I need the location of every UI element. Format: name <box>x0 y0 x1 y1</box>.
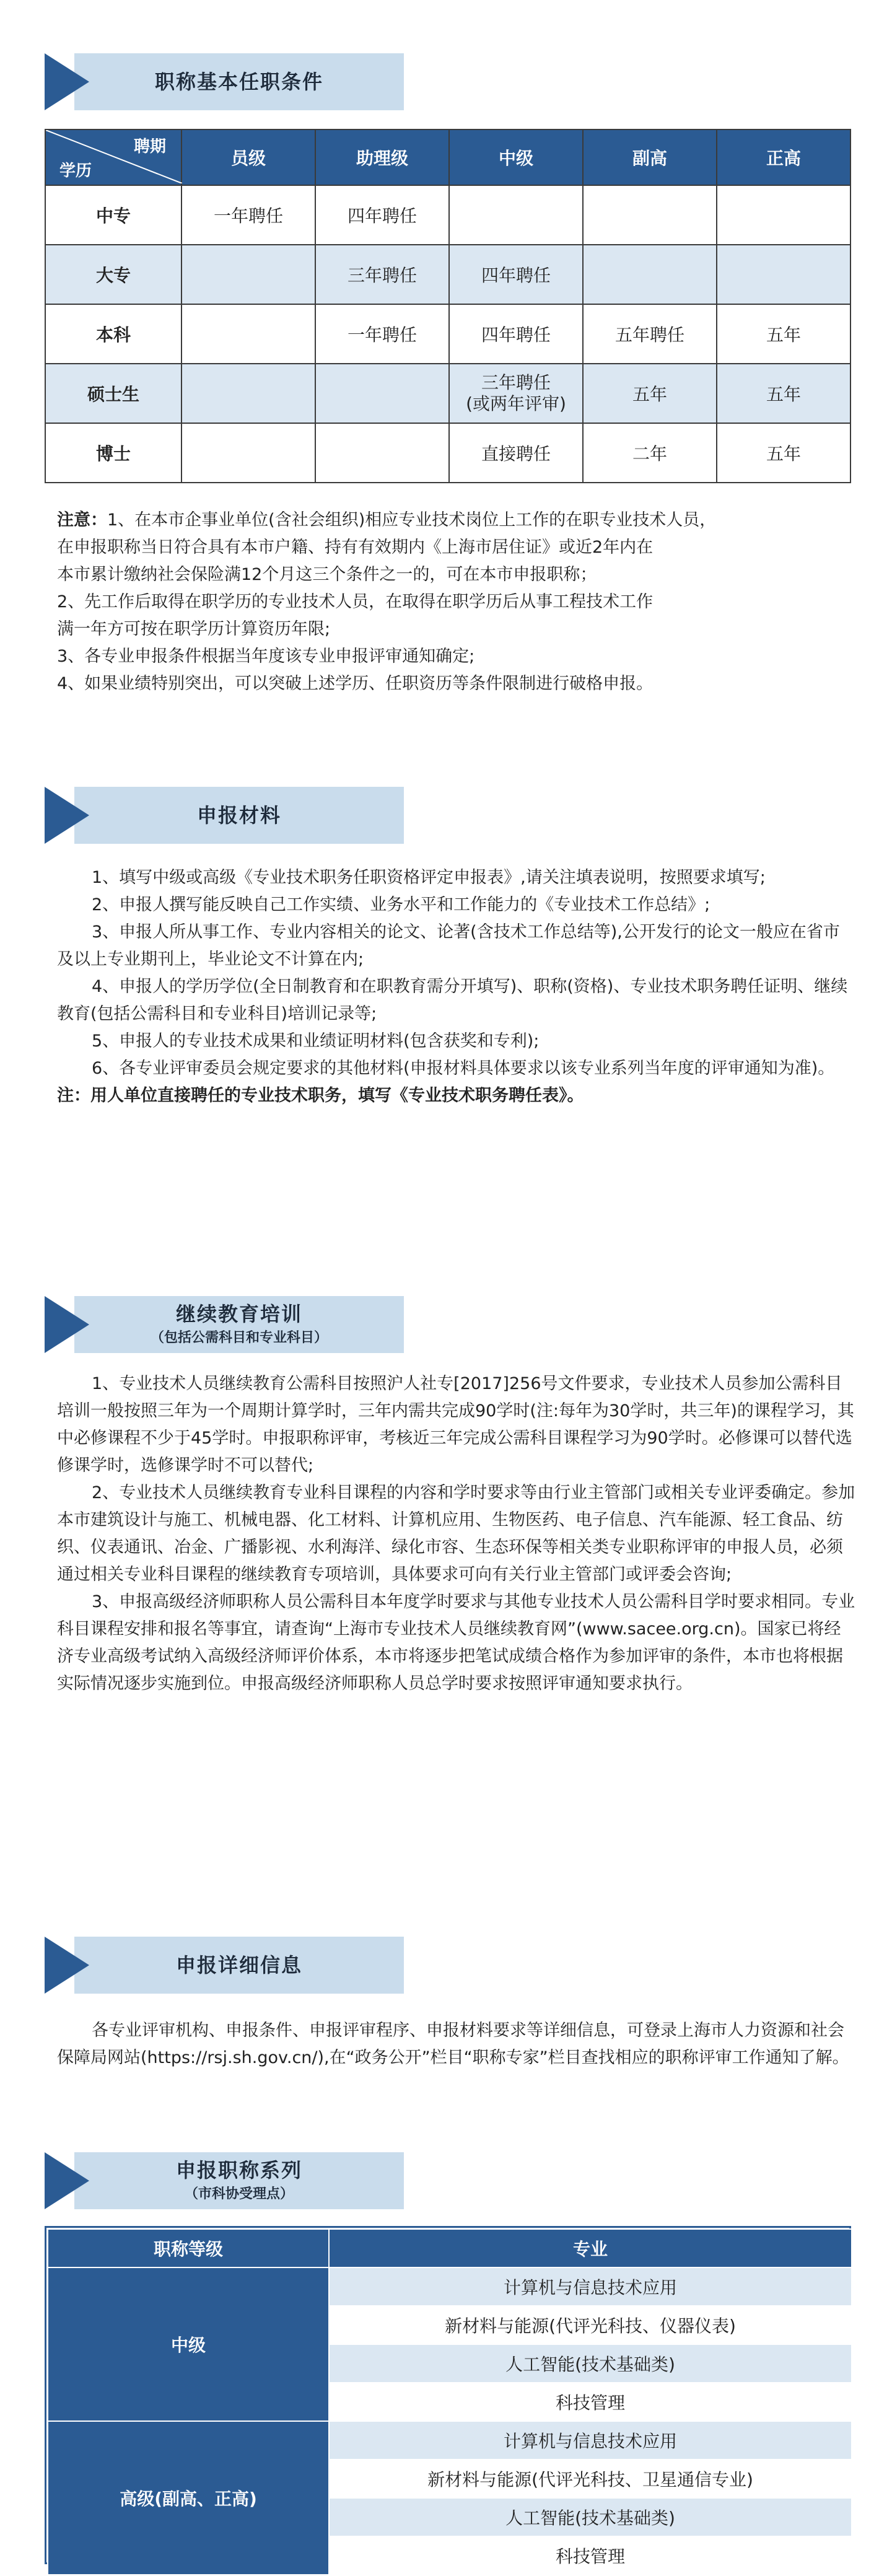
table-cell: 二年 <box>583 423 717 483</box>
column-header: 中级 <box>449 129 583 185</box>
section-subtitle: （包括公需科目和专业科目） <box>150 1330 328 1346</box>
section-header-training <box>45 1296 404 1353</box>
table-cell: 五年 <box>583 364 717 423</box>
table-header-row <box>45 129 850 185</box>
row-header: 硕士生 <box>45 364 181 423</box>
column-header: 员级 <box>181 129 315 185</box>
specialty-cell: 人工智能(技术基础类) <box>329 2498 852 2536</box>
specialty-cell: 人工智能(技术基础类) <box>329 2344 852 2383</box>
row-header: 中专 <box>45 185 181 245</box>
table-cell <box>315 364 449 423</box>
table-row <box>45 304 850 364</box>
section-header-conditions <box>45 53 404 110</box>
table-row <box>48 2421 852 2460</box>
conditions-table <box>45 129 851 483</box>
table-cell <box>181 245 315 304</box>
corner-bottom-label: 学历 <box>59 162 92 180</box>
material-item: 1、填写中级或高级《专业技术职务任职资格评定申报表》,请关注填表说明，按照要求填写; <box>92 868 766 887</box>
table-row <box>45 245 850 304</box>
material-item: 6、各专业评审委员会规定要求的其他材料(申报材料具体要求以该专业系列当年度的评审通知为准)。 <box>92 1059 835 1078</box>
table-cell <box>717 185 850 245</box>
table-cell <box>181 304 315 364</box>
table-cell: 五年 <box>717 364 850 423</box>
row-header: 本科 <box>45 304 181 364</box>
materials-note: 注：用人单位直接聘任的专业技术职务，填写《专业技术职务聘任表》。 <box>57 1086 584 1105</box>
table-cell: 直接聘任 <box>449 423 583 483</box>
note-line: 4、如果业绩特别突出，可以突破上述学历、任职资历等条件限制进行破格申报。 <box>57 674 654 693</box>
section-header-materials <box>45 787 404 844</box>
training-item: 2、专业技术人员继续教育专业科目课程的内容和学时要求等由行业主管部门或相关专业评委确定。参加本市建筑设计与施工、机械电器、化工材料、计算机应用、生物医药、电子信息、汽车能源、轻工食品、纺织、仪表通讯、冶金、广播影视、水利海洋、绿化市容、生态环保等相关类专业职称评审的申报人员，必须通过相关专业科目课程的继续教育专项培训，具体要求可向有关行业主管部门或评委会咨询; <box>57 1483 855 1584</box>
table-cell: 三年聘任 <box>315 245 449 304</box>
row-header: 大专 <box>45 245 181 304</box>
level-cell: 中级 <box>48 2267 329 2421</box>
column-header: 助理级 <box>315 129 449 185</box>
note-line: 满一年方可按在职学历计算资历年限; <box>57 620 331 639</box>
material-item: 4、申报人的学历学位(全日制教育和在职教育需分开填写)、职称(资格)、专业技术职务聘任证明、继续教育(包括公需科目和专业科目)培训记录等; <box>57 977 848 1023</box>
table-cell: 四年聘任 <box>315 185 449 245</box>
section-title: 申报材料 <box>196 804 281 827</box>
details-text: 各专业评审机构、申报条件、申报评审程序、申报材料要求等详细信息，可登录上海市人力资源和社会保障局网站(https://rsj.sh.gov.cn/),在“政务公开”栏目“职称专家”栏目查找相应的职称评审工作通知了解。 <box>57 2021 849 2067</box>
column-header: 副高 <box>583 129 717 185</box>
note-line: 3、各专业申报条件根据当年度该专业申报评审通知确定; <box>57 647 475 666</box>
section-header-series <box>45 2152 404 2209</box>
materials-block <box>57 864 856 1110</box>
table-cell: 五年 <box>717 423 850 483</box>
table-cell <box>449 185 583 245</box>
material-item: 2、申报人撰写能反映自己工作实绩、业务水平和工作能力的《专业技术工作总结》; <box>92 895 711 914</box>
table-row <box>45 423 850 483</box>
table-cell <box>181 364 315 423</box>
notes-block <box>57 507 856 698</box>
column-header: 职称等级 <box>48 2229 329 2267</box>
table-cell: 五年聘任 <box>583 304 717 364</box>
training-item: 1、专业技术人员继续教育公需科目按照沪人社专[2017]256号文件要求，专业技术人员参加公需科目培训一般按照三年为一个周期计算学时，三年内需共完成90学时(注:每年为30学时，共三年)的课程学习，其中必修课程不少于45学时。申报职称评审，考核近三年完成公需科目课程学习为90学时。必修课可以替代选修课学时，选修课学时不可以替代; <box>57 1374 854 1475</box>
table-row <box>45 364 850 423</box>
table-cell <box>583 185 717 245</box>
table-cell: 四年聘任 <box>449 304 583 364</box>
note-text: 1、在本市企事业单位(含社会组织)相应专业技术岗位上工作的在职专业技术人员， <box>107 510 717 530</box>
table-cell <box>181 423 315 483</box>
series-table <box>47 2228 852 2575</box>
table-cell <box>315 423 449 483</box>
table-cell <box>717 245 850 304</box>
training-item: 3、申报高级经济师职称人员公需科目本年度学时要求与其他专业技术人员公需科目学时要求相同。专业科目课程安排和报名等事宜，请查询“上海市专业技术人员继续教育网”(www.sacee.org.cn)。国家已将经济专业高级考试纳入高级经济师评价体系，本市将逐步把笔试成绩合格作为参加评审的条件，本市也将根据实际情况逐步实施到位。申报高级经济师职称人员总学时要求按照评审通知要求执行。 <box>57 1592 855 1693</box>
column-header: 正高 <box>717 129 850 185</box>
details-block <box>57 2017 856 2072</box>
section-title: 申报职称系列 <box>175 2158 302 2182</box>
section-title: 申报详细信息 <box>175 1953 302 1977</box>
table-cell <box>583 245 717 304</box>
column-header: 专业 <box>329 2229 852 2267</box>
section-title: 继续教育培训 <box>175 1302 302 1326</box>
specialty-cell: 计算机与信息技术应用 <box>329 2421 852 2460</box>
section-header-details <box>45 1937 404 1994</box>
training-block <box>57 1370 856 1698</box>
material-item: 5、申报人的专业技术成果和业绩证明材料(包含获奖和专利); <box>92 1032 540 1051</box>
section-title: 职称基本任职条件 <box>154 70 323 94</box>
note-line: 2、先工作后取得在职学历的专业技术人员，在取得在职学历后从事工程技术工作 <box>57 592 654 611</box>
table-cell: 四年聘任 <box>449 245 583 304</box>
section-subtitle: （市科协受理点） <box>184 2186 294 2202</box>
specialty-cell: 科技管理 <box>329 2383 852 2421</box>
table-row <box>48 2267 852 2306</box>
table-cell: 一年聘任 <box>315 304 449 364</box>
corner-cell <box>45 129 181 185</box>
specialty-cell: 新材料与能源(代评光科技、卫星通信专业) <box>329 2460 852 2498</box>
specialty-cell: 新材料与能源(代评光科技、仪器仪表) <box>329 2306 852 2344</box>
corner-top-label: 聘期 <box>133 138 166 156</box>
table-cell: 三年聘任 (或两年评审) <box>449 364 583 423</box>
note-label: 注意： <box>57 510 107 530</box>
material-item: 3、申报人所从事工作、专业内容相关的论文、论著(含技术工作总结等),公开发行的论文一般应在省市及以上专业期刊上，毕业论文不计算在内; <box>57 922 840 969</box>
table-row <box>45 185 850 245</box>
specialty-cell: 计算机与信息技术应用 <box>329 2267 852 2306</box>
table-cell: 一年聘任 <box>181 185 315 245</box>
level-cell: 高级(副高、正高) <box>48 2421 329 2575</box>
table-cell: 五年 <box>717 304 850 364</box>
table-header-row <box>48 2229 852 2267</box>
note-line <box>57 507 856 534</box>
note-line: 在申报职称当日符合具有本市户籍、持有有效期内《上海市居住证》或近2年内在 <box>57 538 654 557</box>
specialty-cell: 科技管理 <box>329 2536 852 2575</box>
note-line: 本市累计缴纳社会保险满12个月这三个条件之一的，可在本市申报职称； <box>57 565 597 584</box>
row-header: 博士 <box>45 423 181 483</box>
